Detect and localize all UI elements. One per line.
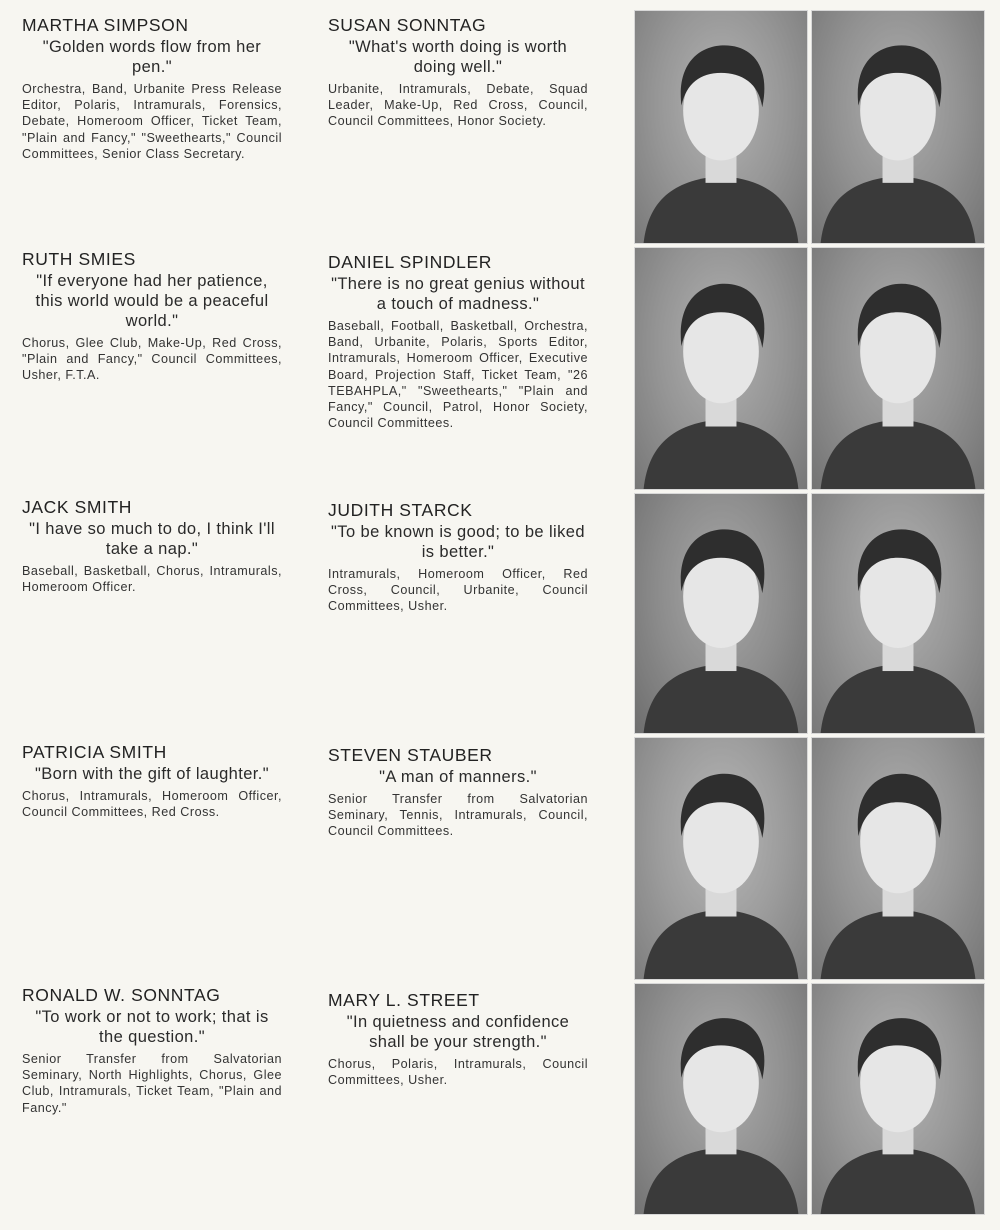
student-entry [22, 742, 282, 820]
portrait-silhouette-icon [812, 248, 984, 489]
student-activities: Orchestra, Band, Urbanite Press Release Editor, Polaris, Intramurals, Forensics, Debate, Homeroom Officer, Ticket Team, "Plain and Fancy," "Sweethearts," Council Committees, Senior Class Secretary. [22, 82, 282, 161]
portrait-photo [634, 983, 808, 1215]
student-quote: "To be known is good; to be liked is better." [331, 523, 585, 561]
student-entry [22, 985, 282, 1116]
student-name: RUTH SMIES [22, 249, 136, 269]
portrait-photo [811, 493, 985, 734]
student-quote: "There is no great genius without a touch of madness." [331, 275, 585, 313]
student-quote: "To work or not to work; that is the question." [35, 1008, 269, 1046]
portrait-photo [811, 247, 985, 490]
student-activities: Chorus, Glee Club, Make-Up, Red Cross, "Plain and Fancy," Council Committees, Usher, F.T.A. [22, 336, 282, 383]
student-entry [328, 990, 588, 1088]
portrait-silhouette-icon [635, 494, 807, 733]
student-entry [22, 249, 282, 384]
student-activities: Senior Transfer from Salvatorian Seminary, Tennis, Intramurals, Council, Council Committees. [328, 792, 588, 839]
portrait-silhouette-icon [635, 738, 807, 979]
student-activities: Senior Transfer from Salvatorian Seminary, North Highlights, Chorus, Glee Club, Intramurals, Ticket Team, "Plain and Fancy." [22, 1052, 282, 1115]
student-name: MARY L. STREET [328, 990, 480, 1010]
student-name: JACK SMITH [22, 497, 133, 517]
student-entry [328, 15, 588, 130]
portrait-photo [811, 10, 985, 244]
portrait-silhouette-icon [812, 494, 984, 733]
student-entry [22, 497, 282, 595]
portrait-silhouette-icon [812, 738, 984, 979]
student-quote: "In quietness and confidence shall be your strength." [346, 1013, 570, 1051]
portrait-photo [634, 10, 808, 244]
student-quote: "I have so much to do, I think I'll take a nap." [29, 520, 275, 558]
student-name: PATRICIA SMITH [22, 742, 167, 762]
student-name: DANIEL SPINDLER [328, 252, 492, 272]
student-activities: Baseball, Football, Basketball, Orchestra, Band, Urbanite, Polaris, Sports Editor, Intramurals, Homeroom Officer, Executive Board, Projection Staff, Ticket Team, "26 TEBAHPLA," "Sweethearts," "Plain and Fancy," Council, Patrol, Honor Society, Council Committees. [328, 319, 588, 431]
student-entry [22, 15, 282, 162]
student-name: SUSAN SONNTAG [328, 15, 487, 35]
student-activities: Baseball, Basketball, Chorus, Intramurals, Homeroom Officer. [22, 564, 282, 595]
portrait-silhouette-icon [635, 248, 807, 489]
student-activities: Chorus, Intramurals, Homeroom Officer, Council Committees, Red Cross. [22, 789, 282, 820]
student-activities: Urbanite, Intramurals, Debate, Squad Leader, Make-Up, Red Cross, Council, Council Committees, Honor Society. [328, 82, 588, 129]
portrait-silhouette-icon [812, 11, 984, 243]
portrait-photo [634, 737, 808, 980]
student-quote: "Born with the gift of laughter." [34, 765, 270, 783]
student-quote: "A man of manners." [379, 768, 537, 786]
student-activities: Intramurals, Homeroom Officer, Red Cross, Council, Urbanite, Council Committees, Usher. [328, 567, 588, 614]
student-quote: "If everyone had her patience, this world would be a peaceful world." [35, 272, 269, 330]
student-entry [328, 500, 588, 615]
student-name: STEVEN STAUBER [328, 745, 493, 765]
student-entry [328, 252, 588, 431]
portrait-photo [811, 983, 985, 1215]
portrait-silhouette-icon [635, 11, 807, 243]
student-name: MARTHA SIMPSON [22, 15, 189, 35]
portrait-photo [634, 493, 808, 734]
portrait-photo [811, 737, 985, 980]
portrait-photo [634, 247, 808, 490]
student-quote: "What's worth doing is worth doing well." [348, 38, 568, 76]
student-entry [328, 745, 588, 840]
student-name: RONALD W. SONNTAG [22, 985, 221, 1005]
portrait-silhouette-icon [635, 984, 807, 1214]
student-quote: "Golden words flow from her pen." [42, 38, 262, 76]
portrait-silhouette-icon [812, 984, 984, 1214]
student-name: JUDITH STARCK [328, 500, 473, 520]
student-activities: Chorus, Polaris, Intramurals, Council Committees, Usher. [328, 1057, 588, 1088]
